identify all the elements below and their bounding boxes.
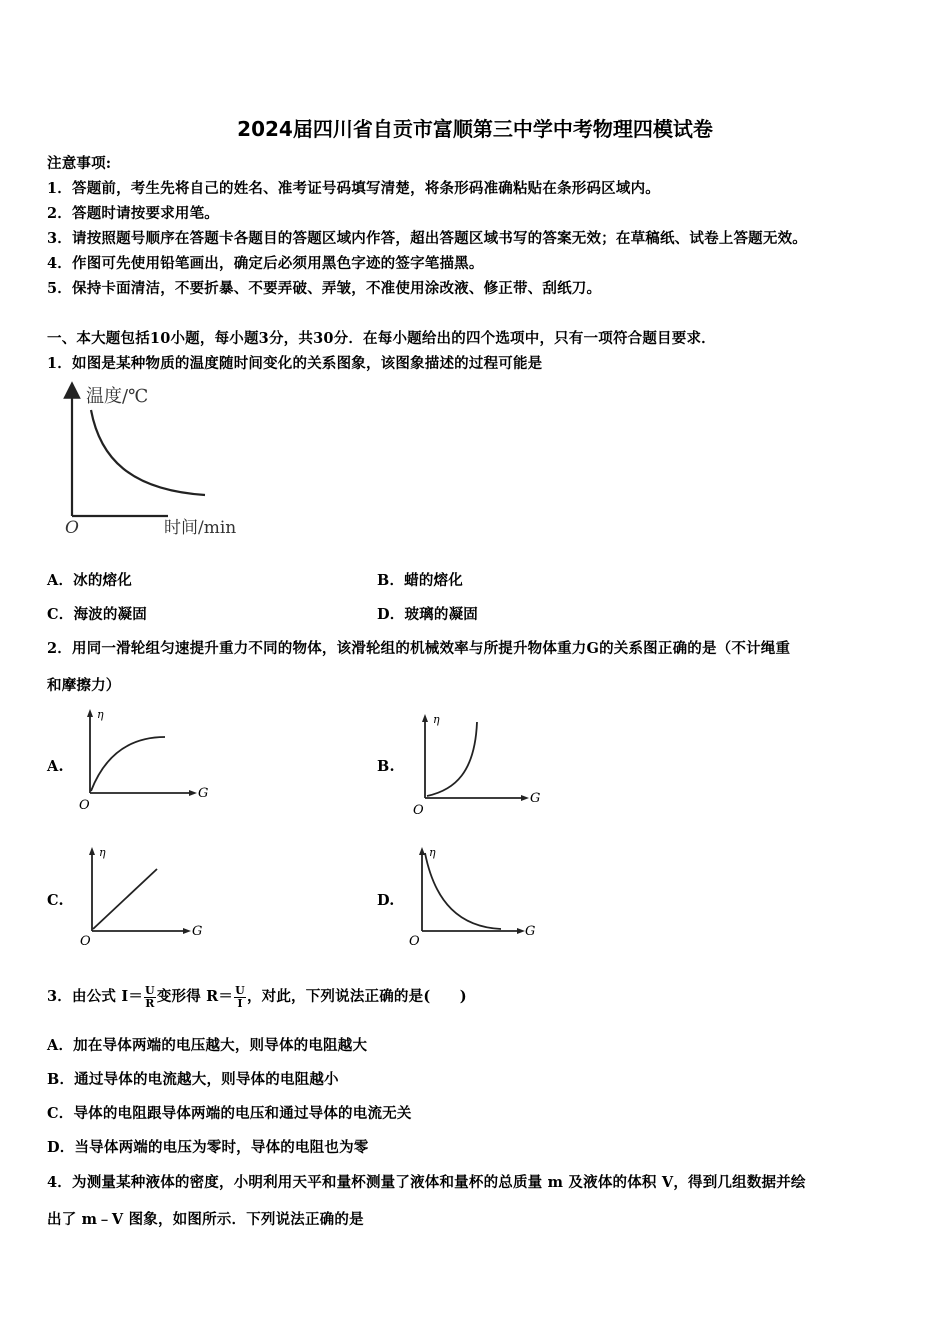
g-label: G — [192, 924, 203, 939]
q1-option-d: D．玻璃的凝固 — [377, 606, 478, 623]
notice-item: 2．答题时请按要求用笔。 — [47, 205, 219, 222]
q2-graph-b — [405, 710, 545, 820]
notice-item: 3．请按照题号顺序在答题卡各题目的答题区域内作答，超出答题区域书写的答案无效；在草稿纸、试卷上答题无效。 — [47, 230, 807, 247]
q2-stem-line2: 和摩擦力） — [47, 677, 121, 694]
q2-stem-line1: 2．用同一滑轮组匀速提升重力不同的物体，该滑轮组的机械效率与所提升物体重力G的关系图正确的是（不计绳重 — [47, 640, 791, 657]
q3-option-a: A．加在导体两端的电压越大，则导体的电阻越大 — [47, 1037, 368, 1054]
q4-stem-line1: 4．为测量某种液体的密度，小明利用天平和量杯测量了液体和量杯的总质量 m 及液体的体积 V，得到几组数据并绘 — [47, 1174, 806, 1191]
q2-option-d-label: D. — [377, 892, 395, 909]
origin-label: O — [80, 934, 91, 949]
q2-graph-d — [405, 843, 545, 953]
cooling-curve — [91, 410, 205, 495]
g-label: G — [525, 924, 536, 939]
eta-label: η — [433, 713, 440, 726]
notice-item: 4．作图可先使用铅笔画出，确定后必须用黑色字迹的签字笔描黑。 — [47, 255, 484, 272]
q1-option-b: B．蜡的熔化 — [377, 572, 463, 589]
q3-option-c: C．导体的电阻跟导体两端的电压和通过导体的电流无关 — [47, 1105, 412, 1122]
q3-stem-pre: 3．由公式 I＝ — [47, 988, 144, 1005]
eta-label: η — [429, 846, 436, 859]
q1-stem: 1．如图是某种物质的温度随时间变化的关系图象，该图象描述的过程可能是 — [47, 355, 543, 372]
efficiency-curve — [425, 853, 501, 929]
notice-item: 5．保持卡面清洁，不要折暴、不要弄破、弄皱，不准使用涂改液、修正带、刮纸刀。 — [47, 280, 602, 297]
q3-stem-post: ，对此，下列说法正确的是( ) — [246, 988, 467, 1005]
fraction-denominator: R — [145, 996, 155, 1010]
notice-item: 1．答题前，考生先将自己的姓名、准考证号码填写清楚，将条形码准确粘贴在条形码区域内。 — [47, 180, 660, 197]
eta-label: η — [99, 846, 106, 859]
q2-option-b-label: B. — [377, 758, 395, 775]
q3-fraction-2 — [234, 985, 246, 1010]
section-heading: 一、本大题包括10小题，每小题3分，共30分．在每小题给出的四个选项中，只有一项符合题目要求． — [47, 330, 716, 347]
q2-graph-c — [75, 843, 215, 953]
efficiency-curve — [91, 737, 165, 791]
g-label: G — [198, 786, 209, 801]
efficiency-line — [93, 869, 157, 929]
q1-ylabel: 温度/℃ — [86, 386, 149, 407]
q3-option-d: D．当导体两端的电压为零时，导体的电阻也为零 — [47, 1139, 369, 1156]
origin-label: O — [409, 934, 420, 949]
q1-graph — [60, 378, 260, 543]
g-label: G — [530, 791, 541, 806]
q3-option-b: B．通过导体的电流越大，则导体的电阻越小 — [47, 1071, 339, 1088]
page-title: 2024届四川省自贡市富顺第三中学中考物理四模试卷 — [237, 117, 713, 141]
notice-heading: 注意事项: — [47, 155, 112, 172]
q3-stem-mid: 变形得 R＝ — [156, 988, 234, 1005]
q2-option-c-label: C. — [47, 892, 64, 909]
origin-label: O — [79, 798, 90, 813]
fraction-numerator: U — [235, 983, 245, 997]
q1-origin: O — [65, 518, 79, 538]
fraction-numerator: U — [145, 983, 155, 997]
q1-option-c: C．海波的凝固 — [47, 606, 147, 623]
q3-stem — [47, 978, 467, 1016]
q4-stem-line2: 出了 m﹣V 图象，如图所示．下列说法正确的是 — [47, 1211, 364, 1228]
q2-option-a-label: A. — [47, 758, 64, 775]
q1-option-a: A．冰的熔化 — [47, 572, 132, 589]
efficiency-curve — [427, 722, 477, 796]
q1-xlabel: 时间/min — [164, 518, 237, 538]
origin-label: O — [413, 803, 424, 818]
fraction-denominator: I — [237, 996, 243, 1010]
q2-graph-a — [75, 705, 215, 815]
q3-fraction-1 — [144, 985, 156, 1010]
eta-label: η — [97, 708, 104, 721]
